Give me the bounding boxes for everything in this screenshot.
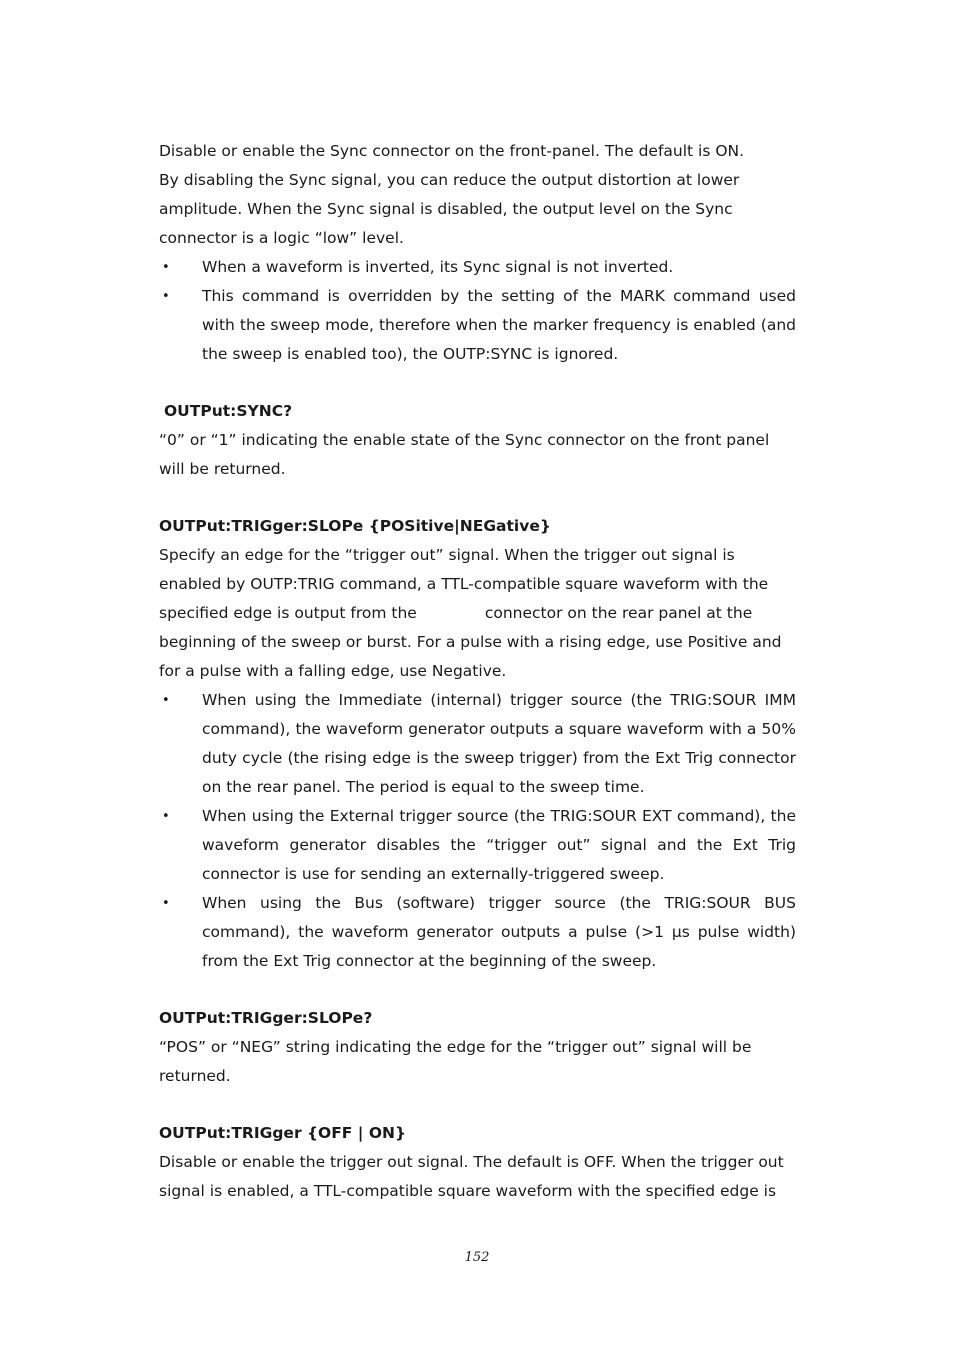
command-heading: OUTPut:TRIGger:SLOPe {POSitive|NEGative} [159, 517, 551, 535]
bullet-item: • When using the Bus (software) trigger source (the TRIG:SOUR BUS command), the waveform generator outputs a pulse (>1 µs pulse width) from the Ext Trig connector at the beginning of the sweep. [159, 889, 796, 976]
paragraph-line: amplitude. When the Sync signal is disabled, the output level on the Sync [159, 200, 733, 218]
command-heading: OUTPut:TRIGger:SLOPe? [159, 1009, 373, 1027]
bullet-list [159, 686, 796, 976]
paragraph-line: Disable or enable the trigger out signal. The default is OFF. When the trigger out [159, 1153, 784, 1171]
paragraph-line: Specify an edge for the “trigger out” signal. When the trigger out signal is [159, 546, 735, 564]
paragraph-line: “0” or “1” indicating the enable state of the Sync connector on the front panel [159, 431, 770, 449]
trigger-slope-query-section [159, 1004, 796, 1091]
document-body [159, 137, 796, 1206]
paragraph-line: Disable or enable the Sync connector on the front-panel. The default is ON. [159, 142, 745, 160]
paragraph-line: By disabling the Sync signal, you can reduce the output distortion at lower [159, 171, 740, 189]
trigger-onoff-section [159, 1119, 796, 1206]
command-heading: OUTPut:TRIGger {OFF | ON} [159, 1124, 407, 1142]
paragraph-line: returned. [159, 1067, 231, 1085]
bullet-item: • When using the Immediate (internal) trigger source (the TRIG:SOUR IMM command), the waveform generator outputs a square waveform with a 50% duty cycle (the rising edge is the sweep trigger) from the Ext Trig connector on the rear panel. The period is equal to the sweep time. [159, 686, 796, 802]
paragraph-line: connector is a logic “low” level. [159, 229, 404, 247]
command-heading: OUTPut:SYNC? [164, 402, 293, 420]
spacer [159, 369, 796, 397]
spacer [159, 1091, 796, 1119]
paragraph-line: beginning of the sweep or burst. For a pulse with a rising edge, use Positive and [159, 633, 782, 651]
paragraph-text: specified edge is output from the [159, 604, 417, 622]
paragraph-line: signal is enabled, a TTL-compatible square waveform with the specified edge is [159, 1182, 777, 1200]
paragraph-line: “POS” or “NEG” string indicating the edge for the “trigger out” signal will be [159, 1038, 752, 1056]
bullet-list [159, 253, 796, 369]
bullet-item: • This command is overridden by the setting of the MARK command used with the sweep mode, therefore when the marker frequency is enabled (and the sweep is enabled too), the OUTP:SYNC is ignored. [159, 282, 796, 369]
sync-query-section [159, 397, 796, 484]
bullet-item: • When using the External trigger source (the TRIG:SOUR EXT command), the waveform generator disables the “trigger out” signal and the Ext Trig connector is use for sending an externally-triggered sweep. [159, 802, 796, 889]
page-number: 152 [464, 1250, 490, 1265]
trigger-slope-section [159, 512, 796, 976]
paragraph-line [159, 599, 796, 628]
paragraph-line: for a pulse with a falling edge, use Negative. [159, 662, 507, 680]
paragraph-text: connector on the rear panel at the [484, 604, 753, 622]
sync-description-section [159, 137, 796, 369]
paragraph-line: will be returned. [159, 460, 286, 478]
spacer [159, 484, 796, 512]
paragraph-line: enabled by OUTP:TRIG command, a TTL-compatible square waveform with the [159, 575, 769, 593]
bullet-item: • When a waveform is inverted, its Sync signal is not inverted. [159, 253, 796, 282]
spacer [159, 976, 796, 1004]
